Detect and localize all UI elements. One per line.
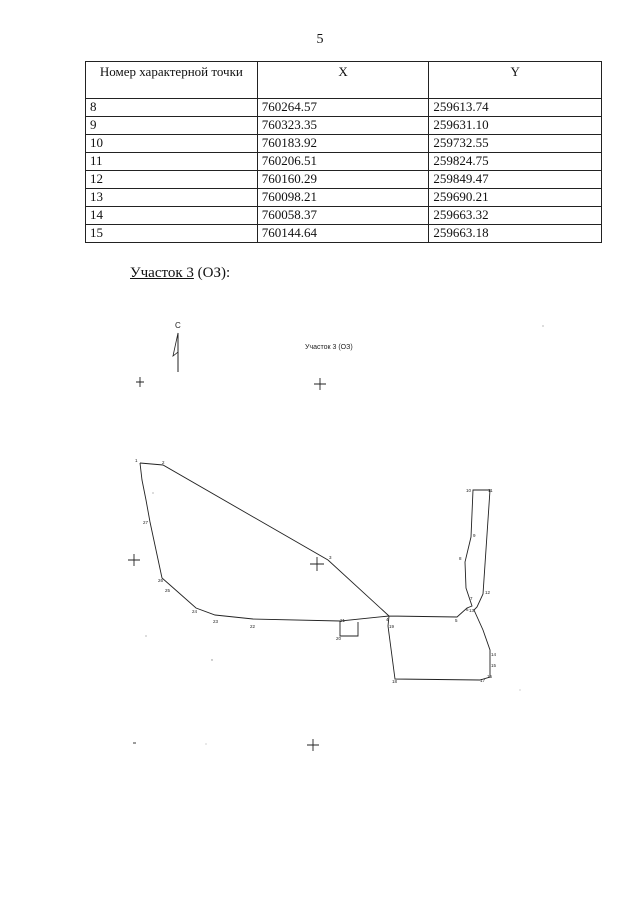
point-label: 10 [466, 488, 472, 493]
point-number-cell: 13 [86, 189, 258, 207]
table-row [86, 225, 602, 243]
point-label: 9 [473, 533, 476, 538]
point-number-cell: 8 [86, 99, 258, 117]
x-cell: 760144.64 [257, 225, 429, 243]
point-label: 22 [250, 624, 256, 629]
header-point-number: Номер характерной точки [86, 62, 258, 99]
point-labels [135, 458, 497, 684]
y-cell: 259824.75 [429, 153, 602, 171]
x-cell: 760098.21 [257, 189, 429, 207]
coordinates-table [85, 61, 602, 243]
point-label: 23 [213, 619, 219, 624]
plan-title: Участок 3 (ОЗ) [305, 344, 353, 351]
table-row [86, 99, 602, 117]
y-cell: 259732.55 [429, 135, 602, 153]
header-y: Y [429, 62, 602, 99]
grid-cross-marks [128, 377, 326, 751]
x-cell: 760058.37 [257, 207, 429, 225]
point-number-cell: 12 [86, 171, 258, 189]
point-label: 5 [455, 618, 458, 623]
x-cell: 760264.57 [257, 99, 429, 117]
point-label: 21 [340, 618, 346, 623]
point-label: 17 [480, 678, 486, 683]
point-label: 26 [158, 578, 164, 583]
point-label: 8 [459, 556, 462, 561]
point-number-cell: 10 [86, 135, 258, 153]
y-cell: 259613.74 [429, 99, 602, 117]
point-label: 4 [386, 617, 389, 622]
point-number-cell: 11 [86, 153, 258, 171]
point-label: 20 [336, 636, 342, 641]
north-label: С [175, 321, 181, 330]
point-label: 12 [485, 590, 491, 595]
x-cell: 760206.51 [257, 153, 429, 171]
section-heading-underlined: Участок 3 [130, 265, 194, 281]
parcel-boundary [140, 463, 490, 680]
section-heading [130, 265, 230, 282]
site-plan-drawing [0, 300, 640, 780]
section-heading-rest: (ОЗ): [193, 265, 231, 281]
y-cell: 259631.10 [429, 117, 602, 135]
point-label: 13 [469, 608, 475, 613]
y-cell: 259663.32 [429, 207, 602, 225]
y-cell: 259690.21 [429, 189, 602, 207]
y-cell: 259849.47 [429, 171, 602, 189]
page-number: 5 [316, 32, 324, 47]
table-row [86, 153, 602, 171]
point-label: 24 [192, 609, 198, 614]
point-label: 18 [392, 679, 398, 684]
point-label: 3 [329, 555, 332, 560]
point-label: 1 [135, 458, 138, 463]
point-number-cell: 14 [86, 207, 258, 225]
x-cell: 760160.29 [257, 171, 429, 189]
point-label: 27 [143, 520, 149, 525]
point-label: 14 [491, 652, 497, 657]
x-cell: 760183.92 [257, 135, 429, 153]
table-row [86, 189, 602, 207]
table-row [86, 171, 602, 189]
y-cell: 259663.18 [429, 225, 602, 243]
point-number-cell: 15 [86, 225, 258, 243]
table-row [86, 207, 602, 225]
point-label: 2 [162, 460, 165, 465]
point-label: 16 [487, 674, 493, 679]
table-row [86, 135, 602, 153]
point-label: 15 [491, 663, 497, 668]
point-label: 19 [389, 624, 395, 629]
point-label: 11 [488, 488, 493, 493]
point-label: 7 [470, 596, 473, 601]
table-header-row [86, 62, 602, 99]
point-label: 6 [466, 607, 469, 612]
point-number-cell: 9 [86, 117, 258, 135]
north-arrow-icon [173, 321, 181, 372]
x-cell: 760323.35 [257, 117, 429, 135]
table-row [86, 117, 602, 135]
header-x: X [257, 62, 429, 99]
point-label: 25 [165, 588, 171, 593]
